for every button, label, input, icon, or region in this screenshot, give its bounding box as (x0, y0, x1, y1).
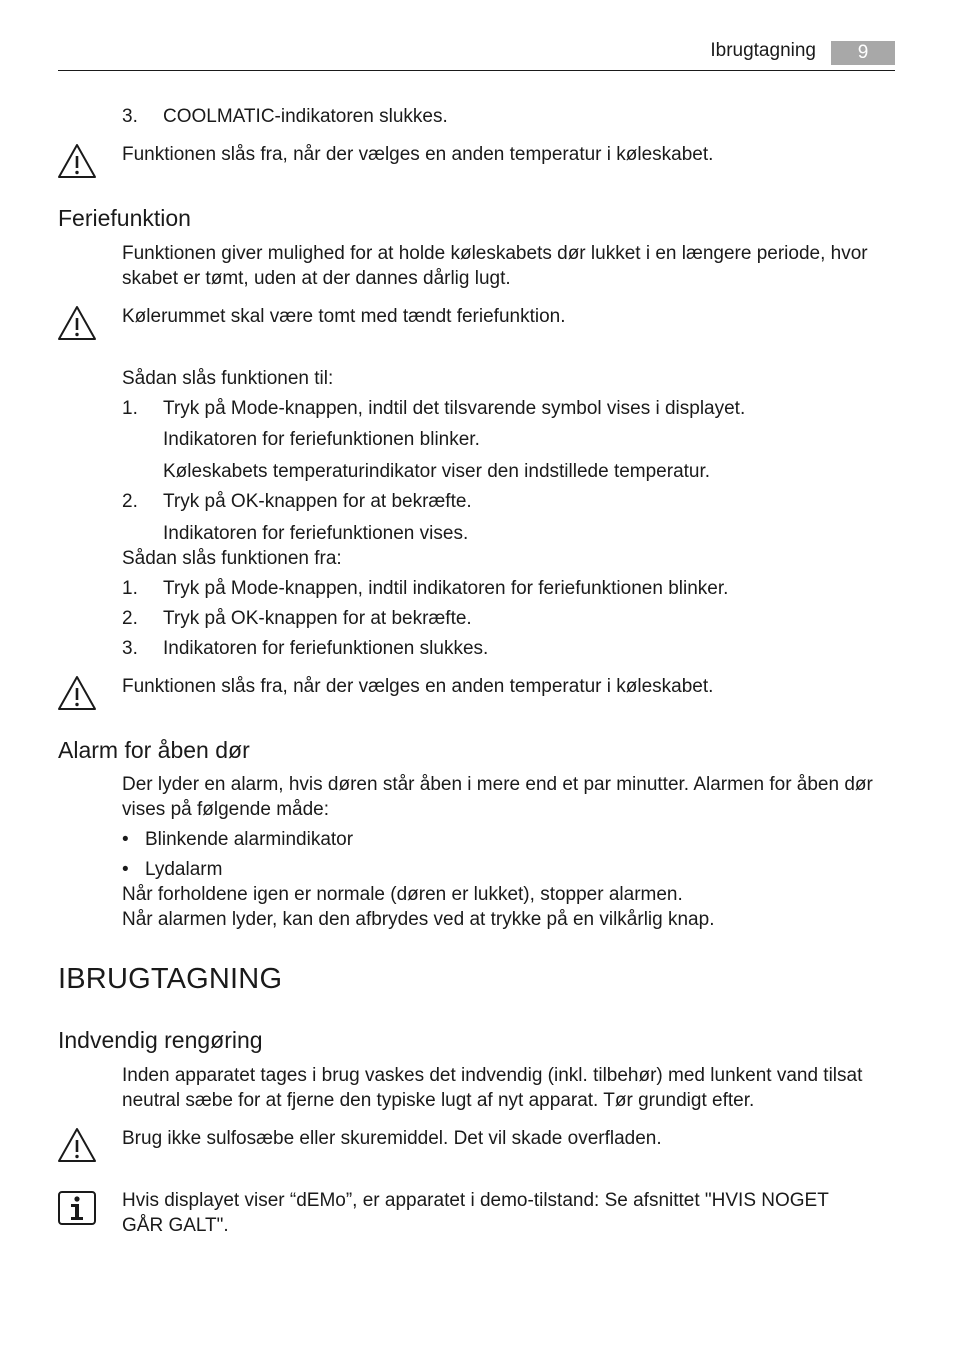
section-heading-rengoring: Indvendig rengøring (58, 1027, 263, 1053)
step-number: 3. (122, 638, 138, 659)
chapter-heading: IBRUGTAGNING (58, 963, 283, 995)
step-number: 2. (122, 608, 138, 629)
alarm-line: Når forholdene igen er normale (døren er lukket), stopper alarmen. (122, 884, 683, 905)
warning-triangle-icon (57, 305, 97, 341)
warning-text: Brug ikke sulfosæbe eller skuremiddel. Det vil skade overfladen. (122, 1128, 662, 1149)
step-text: Køleskabets temperaturindikator viser den indstillede temperatur. (163, 461, 711, 482)
step-number: 2. (122, 491, 138, 512)
step-text: Tryk på Mode-knappen, indtil indikatoren for feriefunktionen blinker. (163, 578, 729, 599)
step-text: Indikatoren for feriefunktionen blinker. (163, 429, 480, 450)
alarm-line: Når alarmen lyder, kan den afbrydes ved at trykke på en vilkårlig knap. (122, 909, 715, 930)
subsection-title: Sådan slås funktionen til: (122, 368, 334, 389)
warning-triangle-icon (57, 675, 97, 711)
step-number: 3. (122, 106, 138, 127)
list-item: Blinkende alarmindikator (145, 829, 354, 850)
list-item: Lydalarm (145, 859, 223, 880)
step-number: 1. (122, 578, 138, 599)
bullet-dot: • (122, 859, 129, 880)
rengoring-paragraph: Inden apparatet tages i brug vaskes det indvendig (inkl. tilbehør) med lunkent vand tilsat neutral sæbe for at fjerne den typiske lugt af nyt apparat. Tør grundigt efter. (122, 1065, 863, 1111)
alarm-paragraph: Der lyder en alarm, hvis døren står åben i mere end et par minutter. Alarmen for åben dør vises på følgende måde: (122, 774, 873, 820)
subsection-title: Sådan slås funktionen fra: (122, 548, 342, 569)
bullet-dot: • (122, 829, 129, 850)
running-header-title: Ibrugtagning (710, 40, 816, 61)
info-text: Hvis displayet viser “dEMo”, er apparatet i demo-tilstand: Se afsnittet "HVIS NOGET GÅR GALT". (122, 1190, 829, 1236)
warning-text: Funktionen slås fra, når der vælges en anden temperatur i køleskabet. (122, 676, 714, 697)
step-number: 1. (122, 398, 138, 419)
header-rule (58, 70, 895, 71)
step-text: Indikatoren for feriefunktionen slukkes. (163, 638, 489, 659)
step-text: COOLMATIC-indikatoren slukkes. (163, 106, 448, 127)
warning-triangle-icon (57, 1127, 97, 1163)
section-heading-alarm: Alarm for åben dør (58, 737, 250, 763)
info-icon (57, 1190, 97, 1226)
section-heading-ferie: Feriefunktion (58, 205, 191, 231)
page-number: 9 (857, 42, 869, 63)
warning-triangle-icon (57, 143, 97, 179)
step-text: Tryk på OK-knappen for at bekræfte. (163, 608, 472, 629)
step-text: Tryk på OK-knappen for at bekræfte. (163, 491, 472, 512)
warning-text: Funktionen slås fra, når der vælges en anden temperatur i køleskabet. (122, 144, 714, 165)
step-text: Tryk på Mode-knappen, indtil det tilsvarende symbol vises i displayet. (163, 398, 746, 419)
warning-text: Kølerummet skal være tomt med tændt feriefunktion. (122, 306, 566, 327)
step-text: Indikatoren for feriefunktionen vises. (163, 523, 469, 544)
ferie-paragraph: Funktionen giver mulighed for at holde køleskabets dør lukket i en længere periode, hvor skabet er tømt, uden at der dannes dårlig lugt. (122, 243, 868, 289)
